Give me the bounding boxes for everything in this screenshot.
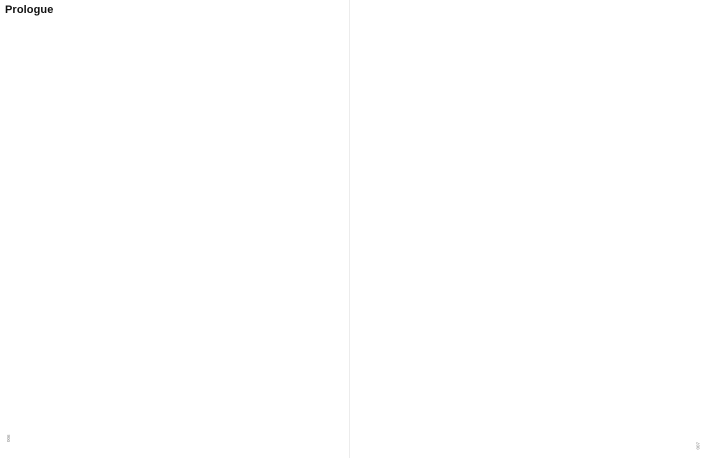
gutter-line — [349, 0, 350, 458]
page-number-right: 007 — [696, 442, 701, 450]
page-number-left: 006 — [6, 434, 11, 442]
section-title: Prologue — [5, 4, 54, 16]
